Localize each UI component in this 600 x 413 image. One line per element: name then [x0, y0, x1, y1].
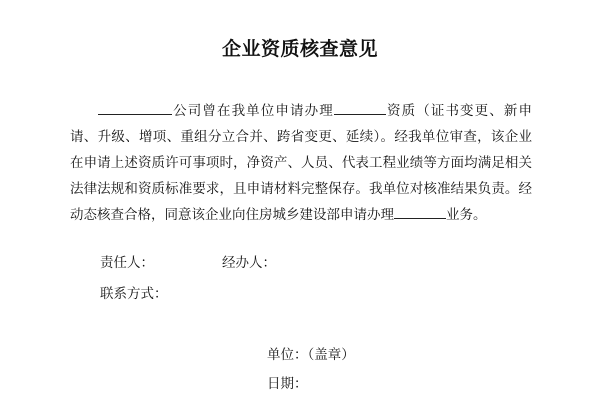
opinion-paragraph — [70, 98, 532, 228]
responsible-person-row — [100, 251, 154, 271]
company-name-blank[interactable] — [98, 98, 172, 115]
date-row — [267, 372, 308, 392]
paragraph-part-3: 业务。 — [446, 207, 487, 223]
qualification-blank[interactable] — [334, 98, 386, 115]
contact-row — [100, 282, 168, 302]
business-blank[interactable] — [394, 202, 446, 219]
contact-label: 联系方式： — [100, 286, 168, 302]
responsible-person-label: 责任人： — [100, 255, 154, 271]
paragraph-part-1: 公司曾在我单位申请办理 — [172, 103, 334, 119]
document-title: 企业资质核查意见 — [221, 38, 378, 60]
unit-seal-label: 单位：（盖章） — [267, 347, 355, 363]
unit-seal-row — [267, 343, 355, 363]
date-label: 日期： — [267, 376, 308, 392]
handler-row — [222, 251, 276, 271]
handler-label: 经办人： — [222, 255, 276, 271]
paragraph-part-2: 资质（证书变更、新申请、升级、增项、重组分立合并、跨省变更、延续）。经我单位审查，该企业在申请上述资质许可事项时，净资产、人员、代表工程业绩等方面均满足相关法律法规和资质标准要求，且申请材料完整保存。我单位对核准结果负责。经动态核查合格，同意该企业向住房城乡建设部申请办理 — [70, 103, 533, 223]
